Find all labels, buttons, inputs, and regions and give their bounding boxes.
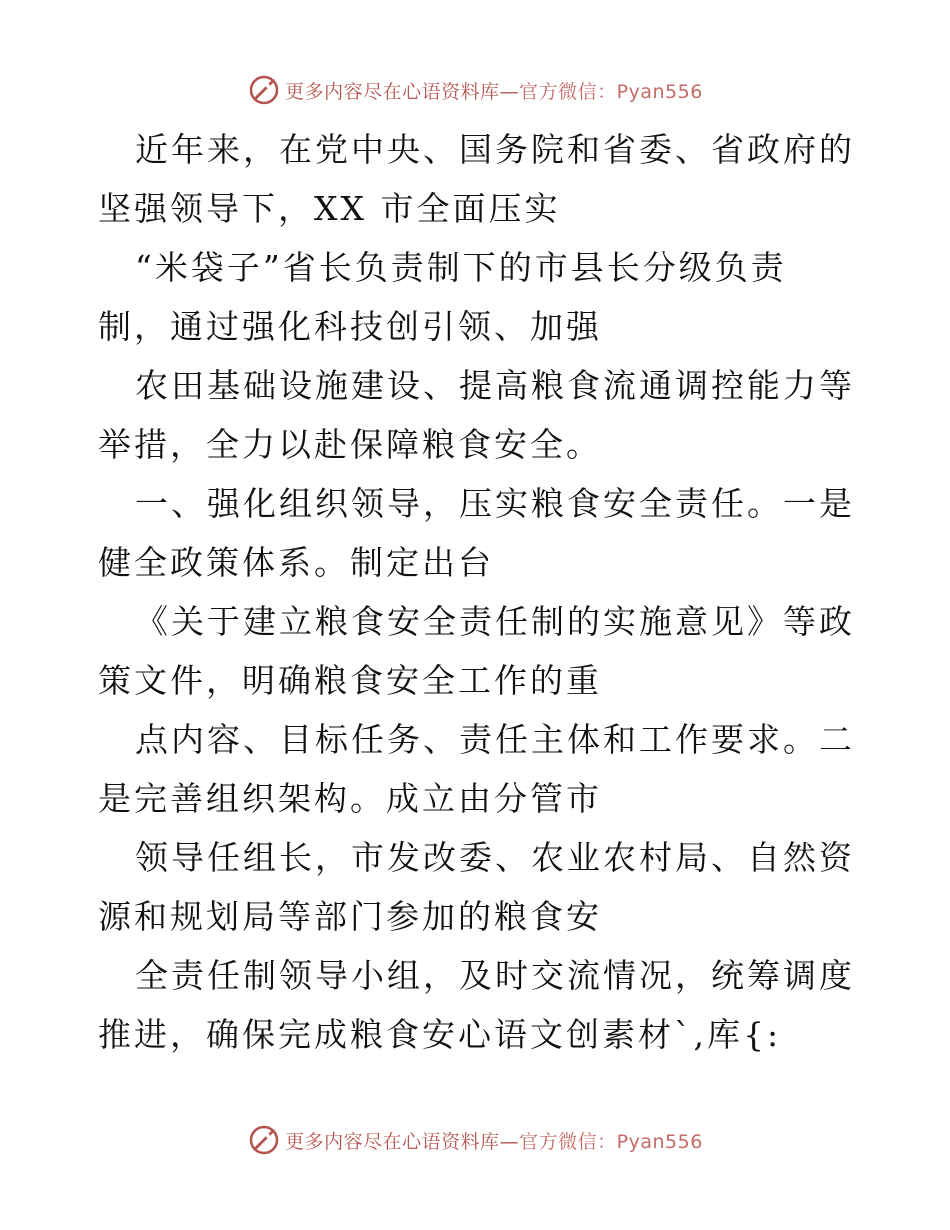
body-paragraph: 全责任制领导小组，及时交流情况，统筹调度推进，确保完成粮食安心语文创素材`,库{: [98, 956, 855, 1054]
watermark-site-text: 更多内容尽在心语资料库— [285, 1130, 520, 1153]
body-paragraph: 一、强化组织领导，压实粮食安全责任。一是健全政策体系。制定出台 [98, 484, 855, 582]
watermark-text [285, 1127, 703, 1154]
document-body [98, 120, 858, 1064]
quill-pen-logo-icon [247, 1123, 281, 1157]
watermark-text [285, 77, 703, 104]
body-paragraph: 《关于建立粮食安全责任制的实施意见》等政策文件，明确粮食安全工作的重 [98, 602, 855, 700]
watermark-wechat-text: 官方微信：Pyan556 [519, 80, 703, 103]
footer-watermark [0, 1120, 950, 1160]
body-paragraph: “米袋子”省长负责制下的市县长分级负责制，通过强化科技创引领、加强 [98, 248, 787, 346]
body-paragraph: 点内容、目标任务、责任主体和工作要求。二是完善组织架构。成立由分管市 [98, 720, 855, 818]
watermark-site-text: 更多内容尽在心语资料库— [285, 80, 520, 103]
body-paragraph: 农田基础设施建设、提高粮食流通调控能力等举措，全力以赴保障粮食安全。 [98, 366, 855, 464]
body-paragraph: 近年来，在党中央、国务院和省委、省政府的坚强领导下，XX 市全面压实 [98, 130, 855, 228]
body-paragraph: 领导任组长，市发改委、农业农村局、自然资源和规划局等部门参加的粮食安 [98, 838, 855, 936]
quill-pen-logo-icon [247, 73, 281, 107]
header-watermark [0, 70, 950, 110]
watermark-wechat-text: 官方微信：Pyan556 [519, 1130, 703, 1153]
